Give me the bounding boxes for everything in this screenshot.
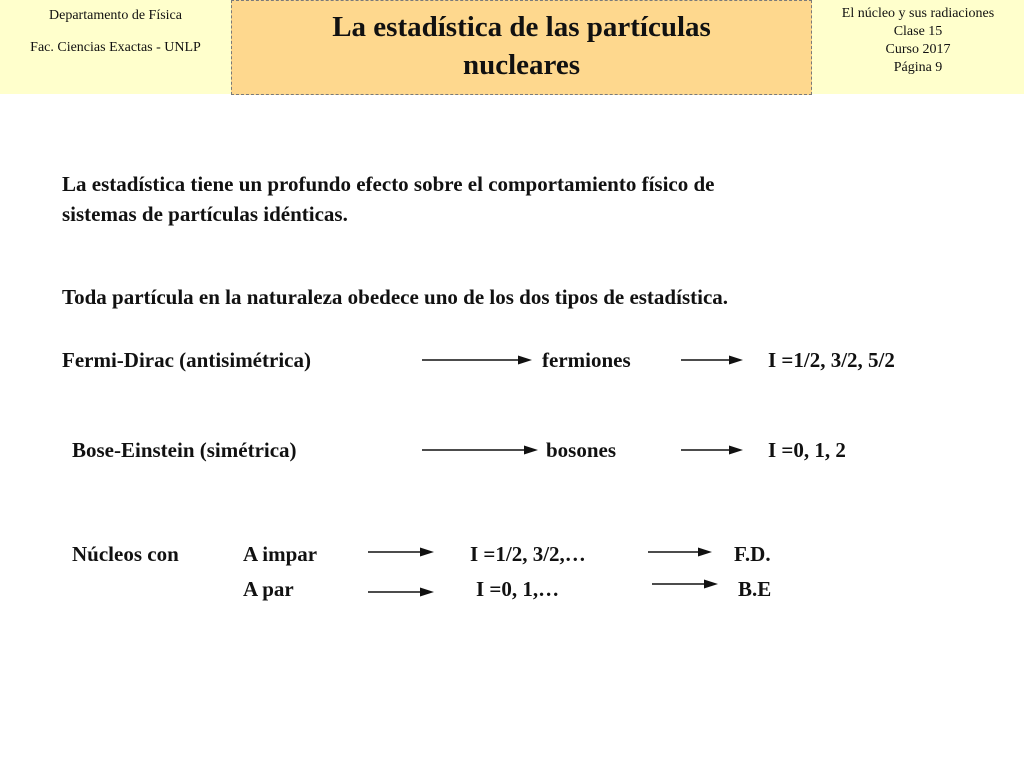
odd-mass-spins: I =1/2, 3/2,… [470, 542, 586, 566]
course-year: Curso 2017 [885, 42, 951, 57]
even-arrow-1 [368, 584, 434, 600]
even-mass-label: A par [243, 577, 294, 601]
slide-title [231, 0, 812, 95]
intro-paragraph [62, 169, 962, 229]
bose-einstein-label: Bose-Einstein (simétrica) [72, 438, 297, 462]
fermi-dirac-label: Fermi-Dirac (antisimétrica) [62, 348, 311, 372]
department-label: Departamento de Física [49, 8, 182, 23]
fermi-arrow-2 [681, 352, 743, 368]
bose-arrow-1 [422, 442, 538, 458]
intro-line-2: sistemas de partículas idénticas. [62, 202, 348, 226]
even-mass-statistics: B.E [738, 577, 772, 601]
even-arrow-2 [652, 576, 718, 592]
slide-title-line2: nucleares [462, 49, 581, 81]
even-mass-spins: I =0, 1,… [476, 577, 560, 601]
class-number: Clase 15 [893, 24, 943, 39]
faculty-label: Fac. Ciencias Exactas - UNLP [30, 40, 201, 55]
odd-arrow-2 [648, 544, 712, 560]
boson-spins: I =0, 1, 2 [768, 438, 846, 462]
fermions-label: fermiones [542, 348, 631, 372]
page-number: Página 9 [893, 60, 943, 75]
odd-arrow-1 [368, 544, 434, 560]
intro-line-1: La estadística tiene un profundo efecto sobre el comportamiento físico de [62, 172, 715, 196]
nuclei-label: Núcleos con [72, 542, 179, 566]
header-institution [0, 0, 231, 94]
fermi-arrow-1 [422, 352, 532, 368]
statement-text: Toda partícula en la naturaleza obedece uno de los dos tipos de estadística. [62, 285, 729, 309]
odd-mass-label: A impar [243, 542, 318, 566]
fermion-spins: I =1/2, 3/2, 5/2 [768, 348, 895, 372]
bose-arrow-2 [681, 442, 743, 458]
slide-title-line1: La estadística de las partículas [332, 11, 711, 43]
bosons-label: bosones [546, 438, 617, 462]
odd-mass-statistics: F.D. [734, 542, 771, 566]
header-course-info [812, 0, 1024, 94]
course-name: El núcleo y sus radiaciones [841, 6, 995, 21]
